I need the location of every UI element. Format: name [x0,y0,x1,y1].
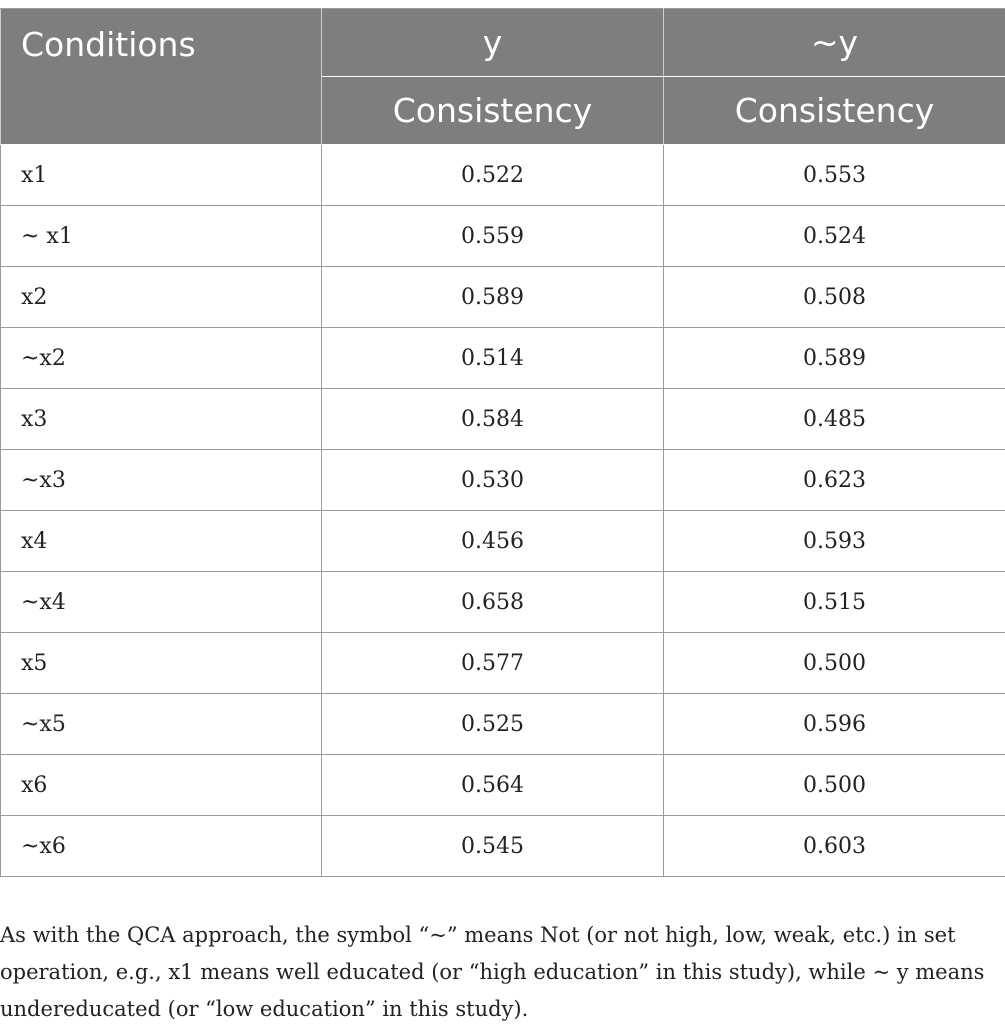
condition-cell: x1 [1,145,322,206]
condition-cell: x6 [1,755,322,816]
table-row [1,816,1005,877]
header-consistency-not-y: Consistency [664,77,1005,145]
consistency-not-y-cell: 0.596 [664,694,1005,755]
table-row [1,572,1005,633]
consistency-not-y-cell: 0.485 [664,389,1005,450]
table-row [1,633,1005,694]
header-row-groups [1,9,1005,77]
consistency-not-y-cell: 0.500 [664,633,1005,694]
consistency-y-cell: 0.456 [322,511,664,572]
table-row [1,328,1005,389]
consistency-table [0,8,1005,877]
table-body [1,145,1005,877]
table-row [1,389,1005,450]
condition-cell: ~ x1 [1,206,322,267]
consistency-table-container [0,8,1005,877]
table-row [1,267,1005,328]
header-consistency-y: Consistency [322,77,664,145]
table-row [1,755,1005,816]
condition-cell: x5 [1,633,322,694]
condition-cell: ~x4 [1,572,322,633]
condition-cell: ~x5 [1,694,322,755]
consistency-not-y-cell: 0.603 [664,816,1005,877]
table-row [1,450,1005,511]
consistency-y-cell: 0.522 [322,145,664,206]
consistency-y-cell: 0.514 [322,328,664,389]
consistency-y-cell: 0.589 [322,267,664,328]
consistency-y-cell: 0.658 [322,572,664,633]
consistency-not-y-cell: 0.500 [664,755,1005,816]
consistency-not-y-cell: 0.593 [664,511,1005,572]
condition-cell: ~x2 [1,328,322,389]
consistency-y-cell: 0.545 [322,816,664,877]
consistency-y-cell: 0.584 [322,389,664,450]
consistency-y-cell: 0.577 [322,633,664,694]
condition-cell: ~x6 [1,816,322,877]
consistency-y-cell: 0.525 [322,694,664,755]
consistency-y-cell: 0.564 [322,755,664,816]
condition-cell: x2 [1,267,322,328]
consistency-not-y-cell: 0.515 [664,572,1005,633]
consistency-not-y-cell: 0.623 [664,450,1005,511]
table-header [1,9,1005,145]
table-row [1,694,1005,755]
consistency-y-cell: 0.559 [322,206,664,267]
consistency-not-y-cell: 0.508 [664,267,1005,328]
consistency-not-y-cell: 0.589 [664,328,1005,389]
header-group-y: y [322,9,664,77]
table-row [1,206,1005,267]
condition-cell: ~x3 [1,450,322,511]
condition-cell: x3 [1,389,322,450]
table-row [1,145,1005,206]
header-conditions: Conditions [1,9,322,145]
table-footnote: As with the QCA approach, the symbol “~” means Not (or not high, low, weak, etc.) in set operation, e.g., x1 means well educated (or “high education” in this study), while ~ y means undereducated (or “low education” in this study). [0,917,990,1028]
header-group-not-y: ~y [664,9,1005,77]
consistency-y-cell: 0.530 [322,450,664,511]
table-row [1,511,1005,572]
condition-cell: x4 [1,511,322,572]
consistency-not-y-cell: 0.524 [664,206,1005,267]
consistency-not-y-cell: 0.553 [664,145,1005,206]
